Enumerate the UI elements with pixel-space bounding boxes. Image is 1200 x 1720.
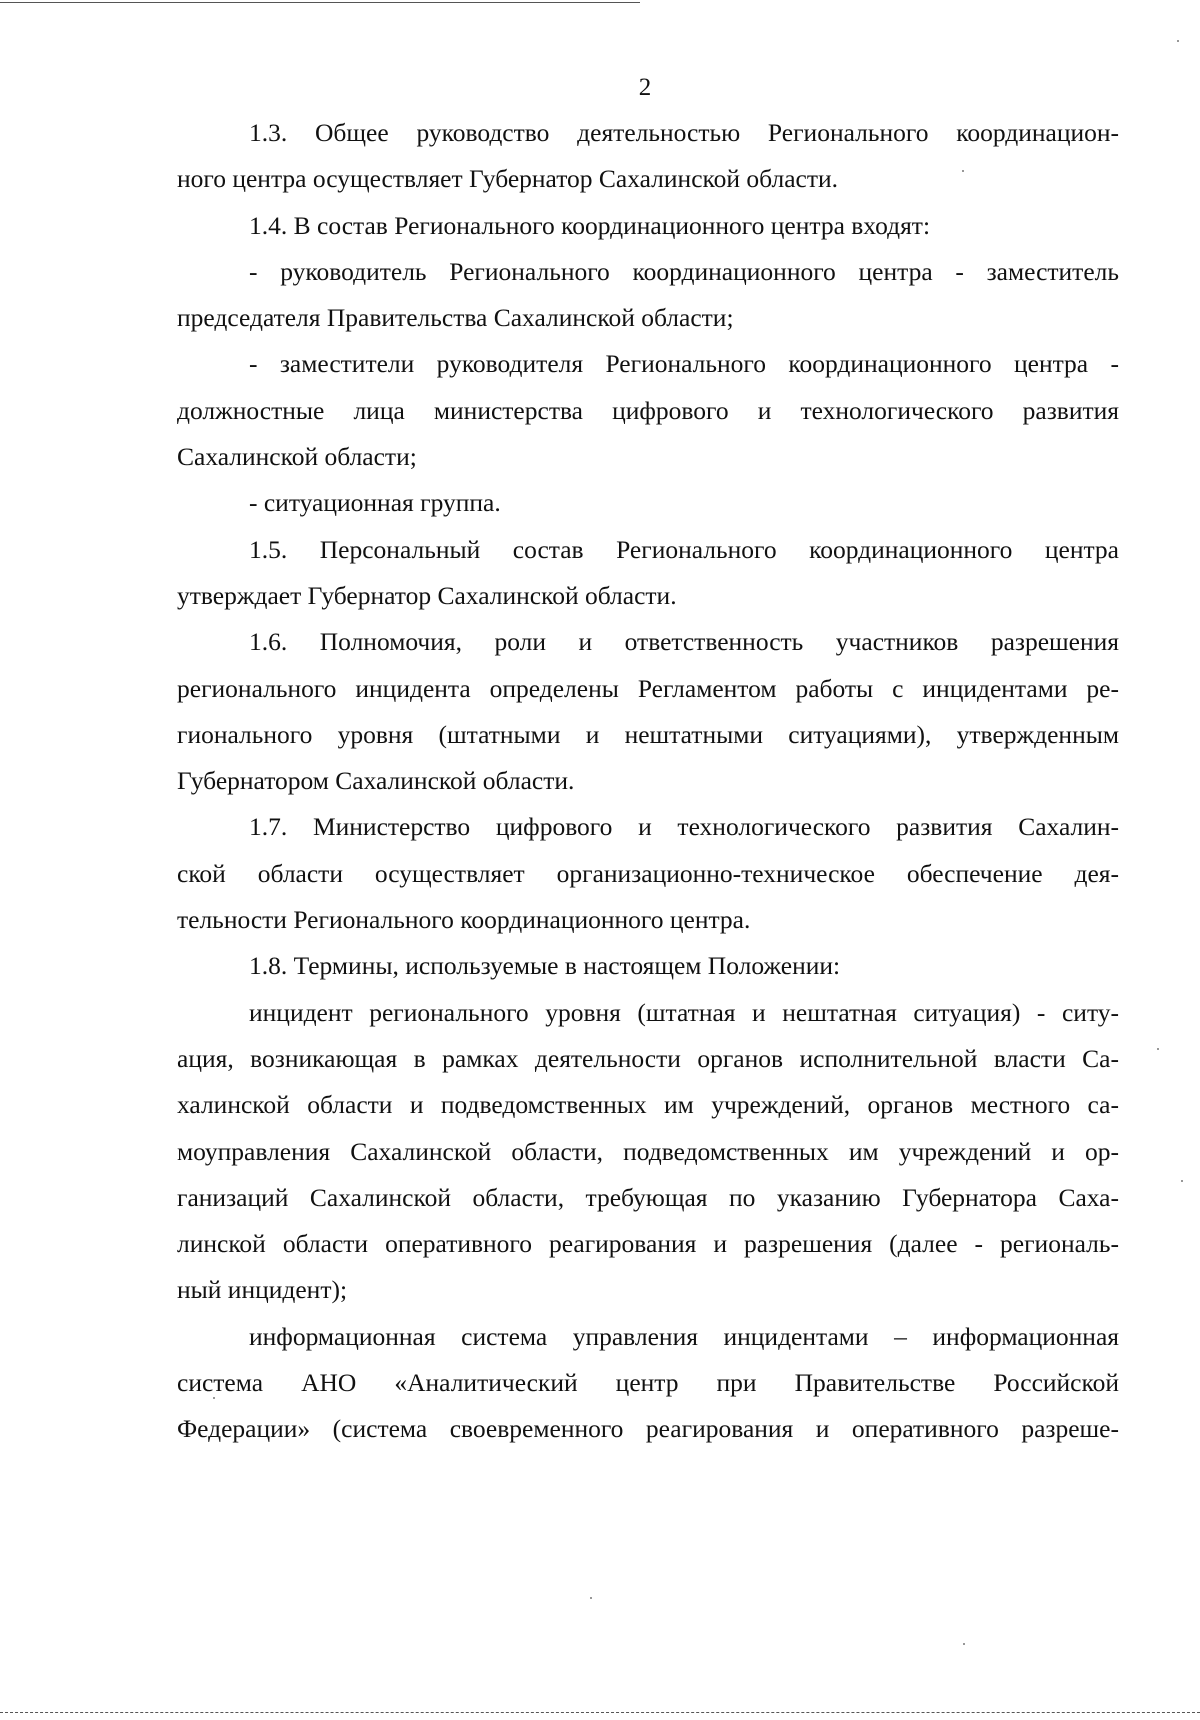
text-line: - заместители руководителя Регионального координационного центра - [249, 349, 1119, 379]
scan-speck [1157, 1048, 1159, 1050]
text-line: информационная система управления инцидентами – информационная [249, 1321, 1119, 1351]
text-line: должностные лица министерства цифрового и технологического развития [177, 395, 1119, 425]
text-line: гионального уровня (штатными и нештатными ситуациями), утвержденным [177, 719, 1119, 749]
text-line: 1.6. Полномочия, роли и ответственность участников разрешения [249, 627, 1119, 657]
text-line: Федерации» (система своевременного реагирования и оперативного разреше- [177, 1414, 1119, 1444]
text-line: Сахалинской области; [177, 442, 417, 472]
document-body [177, 110, 1119, 1453]
scan-speck [962, 170, 964, 172]
text-line: 1.8. Термины, используемые в настоящем Положении: [249, 951, 841, 981]
scan-speck [213, 1397, 215, 1399]
scan-edge-top [0, 2, 640, 3]
text-line: - руководитель Регионального координационного центра - заместитель [249, 256, 1119, 286]
scan-speck [590, 1597, 592, 1599]
scan-speck [1177, 40, 1179, 42]
text-line: утверждает Губернатор Сахалинской области. [177, 580, 677, 610]
text-line: инцидент регионального уровня (штатная и нештатная ситуация) - ситу- [249, 997, 1119, 1027]
text-line: 1.3. Общее руководство деятельностью Регионального координацион- [249, 118, 1119, 147]
scan-edge-bottom [0, 1712, 1200, 1713]
text-line: линской области оперативного реагирования и разрешения (далее - региональ- [177, 1229, 1119, 1259]
text-line: 1.5. Персональный состав Регионального координационного центра [249, 534, 1119, 564]
text-line: ный инцидент); [177, 1275, 348, 1305]
page-number: 2 [638, 74, 652, 101]
text-line: 1.4. В состав Регионального координационного центра входят: [249, 210, 931, 240]
text-line: тельности Регионального координационного центра. [177, 905, 751, 935]
text-line: халинской области и подведомственных им учреждений, органов местного са- [177, 1090, 1119, 1120]
text-line: регионального инцидента определены Регламентом работы с инцидентами ре- [177, 673, 1119, 703]
text-line: Губернатором Сахалинской области. [177, 766, 575, 796]
text-line: моуправления Сахалинской области, подведомственных им учреждений и ор- [177, 1136, 1119, 1166]
text-line: ской области осуществляет организационно-техническое обеспечение дея- [177, 858, 1119, 888]
text-line: председателя Правительства Сахалинской области; [177, 303, 734, 333]
text-line: система АНО «Аналитический центр при Правительстве Российской [177, 1368, 1119, 1398]
text-line: ация, возникающая в рамках деятельности органов исполнительной власти Са- [177, 1043, 1119, 1073]
scan-speck [963, 1643, 965, 1645]
text-line: - ситуационная группа. [249, 488, 501, 518]
scan-speck [1181, 1180, 1183, 1182]
text-line: ного центра осуществляет Губернатор Сахалинской области. [177, 164, 838, 194]
text-line: 1.7. Министерство цифрового и технологического развития Сахалин- [249, 812, 1119, 842]
text-line: ганизаций Сахалинской области, требующая по указанию Губернатора Саха- [177, 1182, 1119, 1212]
